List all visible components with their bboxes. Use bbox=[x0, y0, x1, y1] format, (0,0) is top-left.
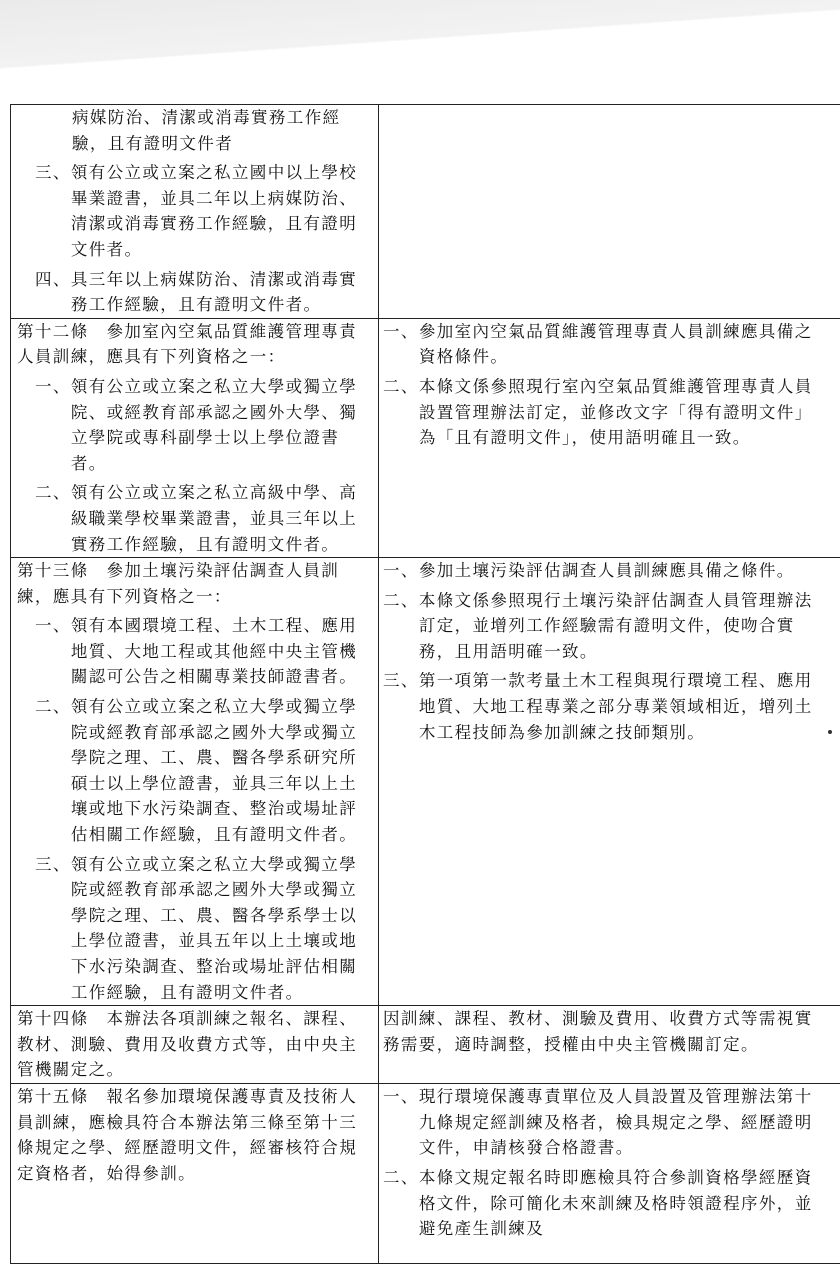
regulation-comparison-table bbox=[10, 104, 840, 1264]
list-item: 一、 參加土壤污染評估調查人員訓練應具備之條件。 bbox=[383, 558, 830, 584]
article-cell bbox=[11, 558, 379, 1006]
list-item: 一、 參加室內空氣品質維護管理專責人員訓練應具備之資格條件。 bbox=[383, 319, 830, 370]
list-item: 二、 本條文係參照現行室內空氣品質維護管理專責人員設置管理辦法訂定，並修改文字「得有證明文件」為「且有證明文件」，使用語明確且一致。 bbox=[383, 374, 830, 451]
article-cell bbox=[11, 1084, 379, 1264]
list-item: 四、 具三年以上病媒防治、清潔或消毒實務工作經驗，且有證明文件者。 bbox=[17, 267, 374, 318]
explanation-cell bbox=[379, 105, 840, 319]
scan-speck bbox=[828, 730, 832, 734]
scan-fold-shadow bbox=[0, 0, 840, 110]
list-item: 二、 領有公立或立案之私立高級中學、高級職業學校畢業證書，並具三年以上實務工作經驗，且有證明文件者。 bbox=[17, 480, 374, 557]
table-row-article-14 bbox=[11, 1006, 840, 1084]
list-item: 三、 領有公立或立案之私立國中以上學校畢業證書，並具二年以上病媒防治、清潔或消毒實務工作經驗，且有證明文件者。 bbox=[17, 160, 374, 262]
list-item: 二、 本條文係參照現行土壤污染評估調查人員管理辦法訂定，並增列工作經驗需有證明文件，使吻合實務，且用語明確一致。 bbox=[383, 588, 830, 665]
list-item: 一、 現行環境保護專責單位及人員設置及管理辦法第十九條規定經訓練及格者，檢具規定之學、經歷證明文件，申請核發合格證書。 bbox=[383, 1084, 830, 1161]
list-item: 二、 領有公立或立案之私立大學或獨立學院或經教育部承認之國外大學或獨立學院之理、工、農、醫各學系研究所碩士以上學位證書，並具三年以上土壤或地下水污染調查、整治或場址評估相關工作經驗，且有證明文件者。 bbox=[17, 694, 374, 848]
article-cell bbox=[11, 105, 379, 319]
table-row-article-15 bbox=[11, 1084, 840, 1264]
article-title: 第十二條 參加室內空氣品質維護管理專責人員訓練，應具有下列資格之一： bbox=[17, 319, 374, 370]
table-row-article-13 bbox=[11, 558, 840, 1006]
list-item: 三、 領有公立或立案之私立大學或獨立學院或經教育部承認之國外大學或獨立學院之理、工、農、醫各學系學士以上學位證書，並具五年以上土壤或地下水污染調查、整治或場址評估相關工作經驗，且有證明文件者。 bbox=[17, 852, 374, 1006]
table-row-carry bbox=[11, 105, 840, 319]
list-item: 二、 本條文規定報名時即應檢具符合參訓資格學經歷資格文件，除可簡化未來訓練及格時領證程序外，並避免產生訓練及 bbox=[383, 1165, 830, 1242]
article-cell bbox=[11, 318, 379, 557]
list-item: 三、 第一項第一款考量土木工程與現行環境工程、應用地質、大地工程專業之部分專業領域相近，增列土木工程技師為參加訓練之技師類別。 bbox=[383, 668, 830, 745]
explanation-text: 因訓練、課程、教材、測驗及費用、收費方式等需視實務需要，適時調整，授權由中央主管機關訂定。 bbox=[383, 1006, 830, 1057]
article-title: 第十四條 本辦法各項訓練之報名、課程、教材、測驗、費用及收費方式等，由中央主管機關定之。 bbox=[17, 1006, 374, 1083]
article-title: 第十三條 參加土壤污染評估調查人員訓練，應具有下列資格之一： bbox=[17, 558, 374, 609]
article-title: 第十五條 報名參加環境保護專責及技術人員訓練，應檢具符合本辦法第三條至第十三條規定之學、經歷證明文件，經審核符合規定資格者，始得參訓。 bbox=[17, 1084, 374, 1186]
list-item: 一、 領有公立或立案之私立大學或獨立學院、或經教育部承認之國外大學、獨立學院或專科副學士以上學位證書者。 bbox=[17, 374, 374, 476]
explanation-cell bbox=[379, 318, 840, 557]
table-row-article-12 bbox=[11, 318, 840, 557]
explanation-cell bbox=[379, 1006, 840, 1084]
article-cell bbox=[11, 1006, 379, 1084]
explanation-cell bbox=[379, 1084, 840, 1264]
explanation-cell bbox=[379, 558, 840, 1006]
item-continuation: 病媒防治、清潔或消毒實務工作經驗，且有證明文件者 bbox=[17, 105, 374, 156]
list-item: 一、 領有本國環境工程、土木工程、應用地質、大地工程或其他經中央主管機關認可公告之相關專業技師證書者。 bbox=[17, 613, 374, 690]
